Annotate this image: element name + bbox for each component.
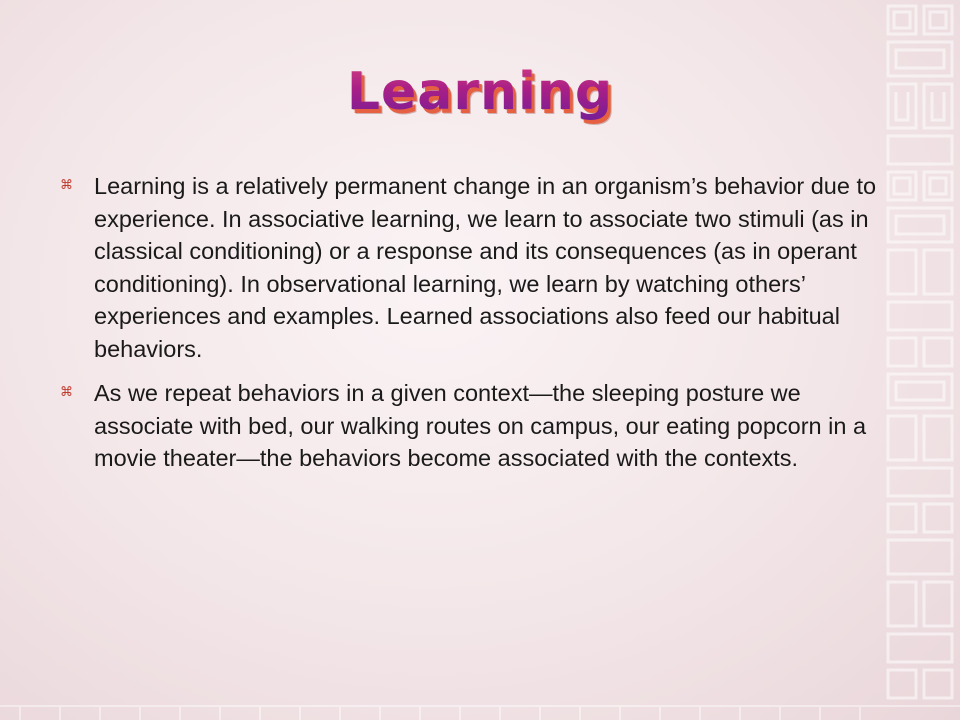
decorative-pattern-bottom bbox=[0, 702, 960, 720]
bullet-item bbox=[60, 377, 890, 475]
bullet-text: Learning is a relatively permanent change in an organism’s behavior due to experience. In associative learning, we learn to associate two stimuli (as in classical conditioning) or a response and its consequences (as in operant conditioning). In observational learning, we learn by watching others’ experiences and examples. Learned associations also feed our habitual behaviors. bbox=[94, 173, 877, 362]
bullet-text: As we repeat behaviors in a given context—the sleeping posture we associate with bed, our walking routes on campus, our eating popcorn in a movie theater—the behaviors become associated with the contexts. bbox=[94, 380, 867, 471]
command-key-icon: ⌘ bbox=[60, 385, 73, 400]
bullet-list bbox=[60, 170, 890, 487]
bullet-item bbox=[60, 170, 890, 365]
slide-title: Learning bbox=[0, 58, 960, 126]
command-key-icon: ⌘ bbox=[60, 178, 73, 193]
